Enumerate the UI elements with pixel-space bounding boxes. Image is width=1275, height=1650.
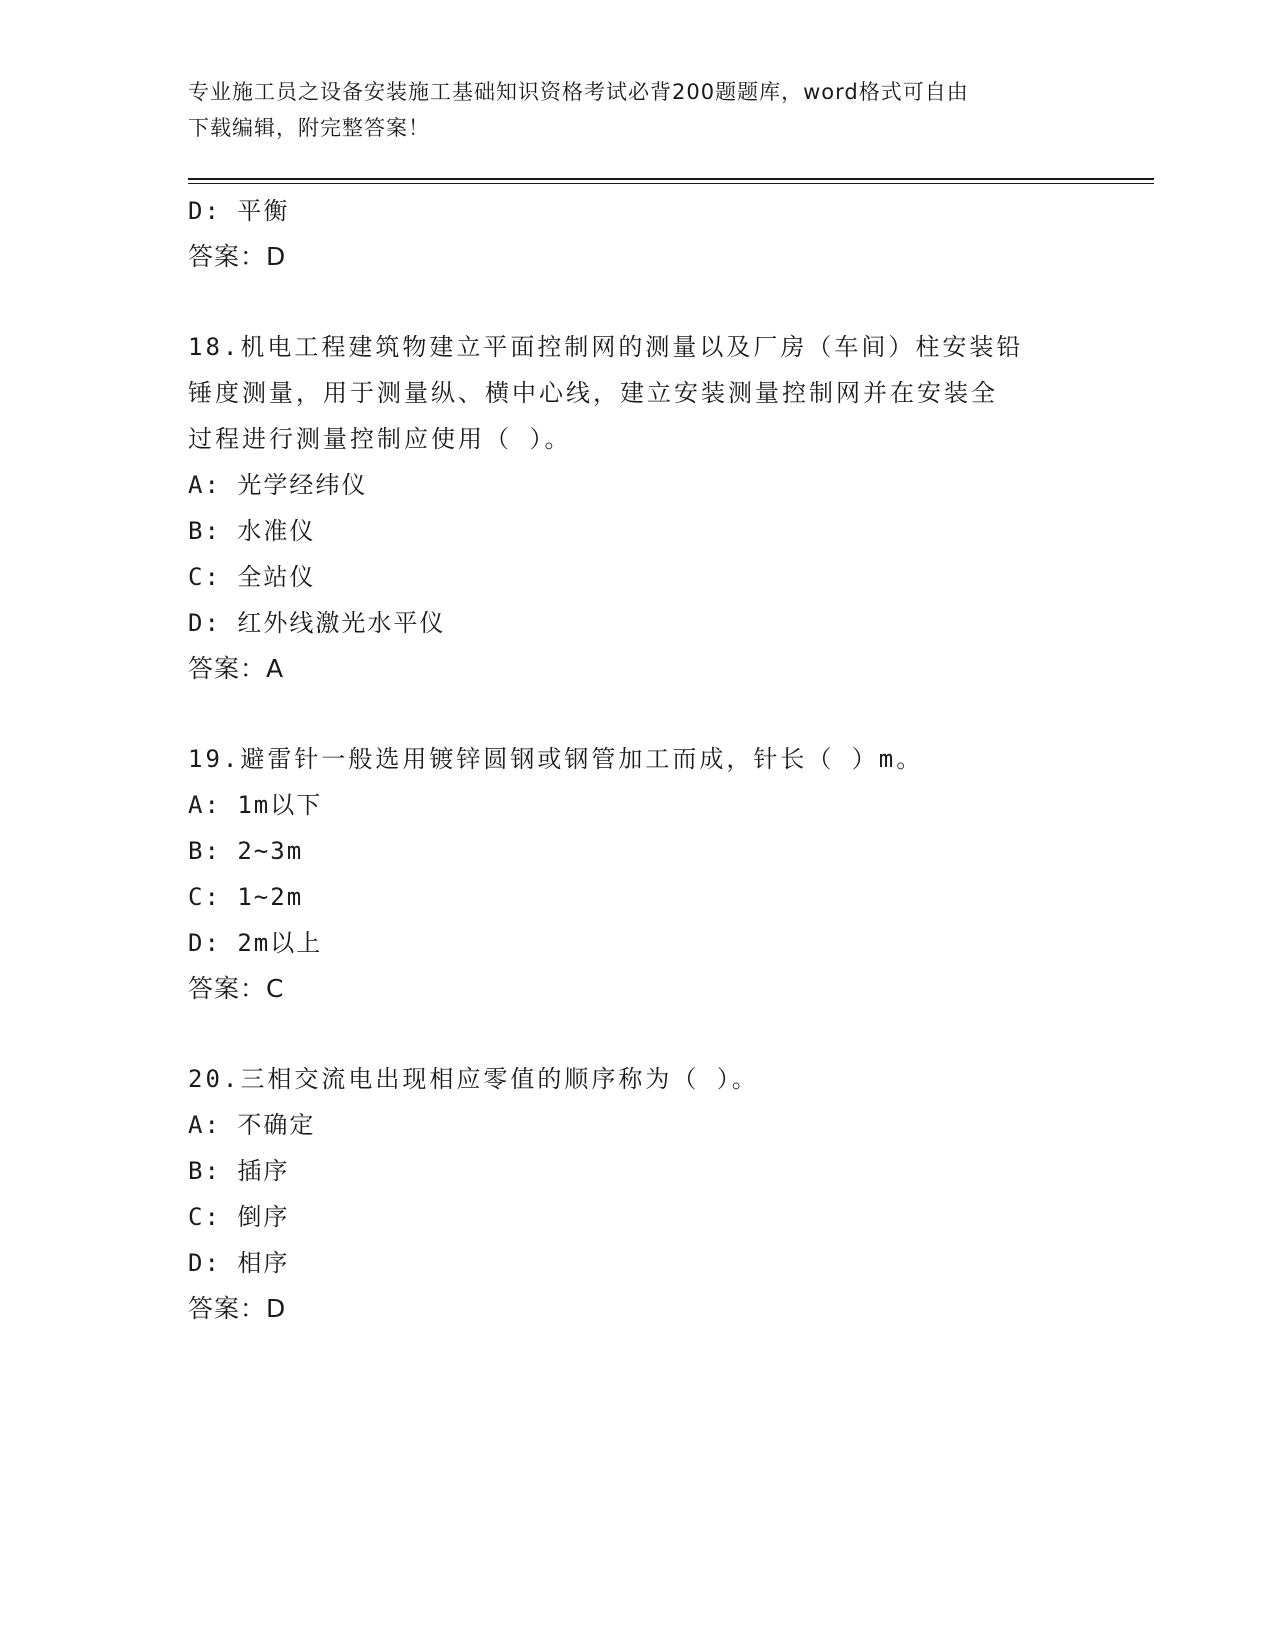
question-text-line: 锤度测量，用于测量纵、横中心线，建立安装测量控制网并在安装全 <box>188 379 998 407</box>
header-line-1: 专业施工员之设备安装施工基础知识资格考试必背200题题库，word格式可自由 <box>188 80 969 104</box>
question-text-line: 19.避雷针一般选用镀锌圆钢或钢管加工而成，针长（ ）m。 <box>188 745 924 773</box>
document-header <box>188 74 1068 146</box>
option-b: B: 插序 <box>188 1157 290 1185</box>
question-list <box>188 188 1088 1332</box>
question-20 <box>188 1056 1088 1332</box>
header-rule-thick <box>188 178 1154 180</box>
option-d: D: 2m以上 <box>188 929 323 957</box>
option-b: B: 2~3m <box>188 837 304 865</box>
question-19 <box>188 736 1088 1012</box>
option-d: D: 红外线激光水平仪 <box>188 609 446 637</box>
option-b: B: 水准仪 <box>188 517 316 545</box>
option-c: C: 倒序 <box>188 1203 290 1231</box>
option-a: A: 不确定 <box>188 1111 316 1139</box>
question-18 <box>188 324 1088 692</box>
option-c: C: 1~2m <box>188 883 304 911</box>
spacer <box>188 692 1088 736</box>
header-line-2: 下载编辑，附完整答案！ <box>188 116 430 140</box>
answer-line: 答案：C <box>188 974 285 1003</box>
option-d: D: 相序 <box>188 1249 290 1277</box>
answer-line: 答案：D <box>188 242 287 271</box>
question-text-line: 过程进行测量控制应使用（ ）。 <box>188 425 572 453</box>
question-text-line: 18.机电工程建筑物建立平面控制网的测量以及厂房（车间）柱安装铅 <box>188 333 1024 361</box>
header-rule-thin <box>188 183 1154 184</box>
option-c: C: 全站仪 <box>188 563 316 591</box>
previous-question-fragment <box>188 188 1088 280</box>
spacer <box>188 280 1088 324</box>
option-a: A: 1m以下 <box>188 791 323 819</box>
option-d: D: 平衡 <box>188 197 290 225</box>
spacer <box>188 1012 1088 1056</box>
answer-line: 答案：D <box>188 1294 287 1323</box>
answer-line: 答案：A <box>188 654 285 683</box>
option-a: A: 光学经纬仪 <box>188 471 368 499</box>
question-text-line: 20.三相交流电出现相应零值的顺序称为（ ）。 <box>188 1065 759 1093</box>
